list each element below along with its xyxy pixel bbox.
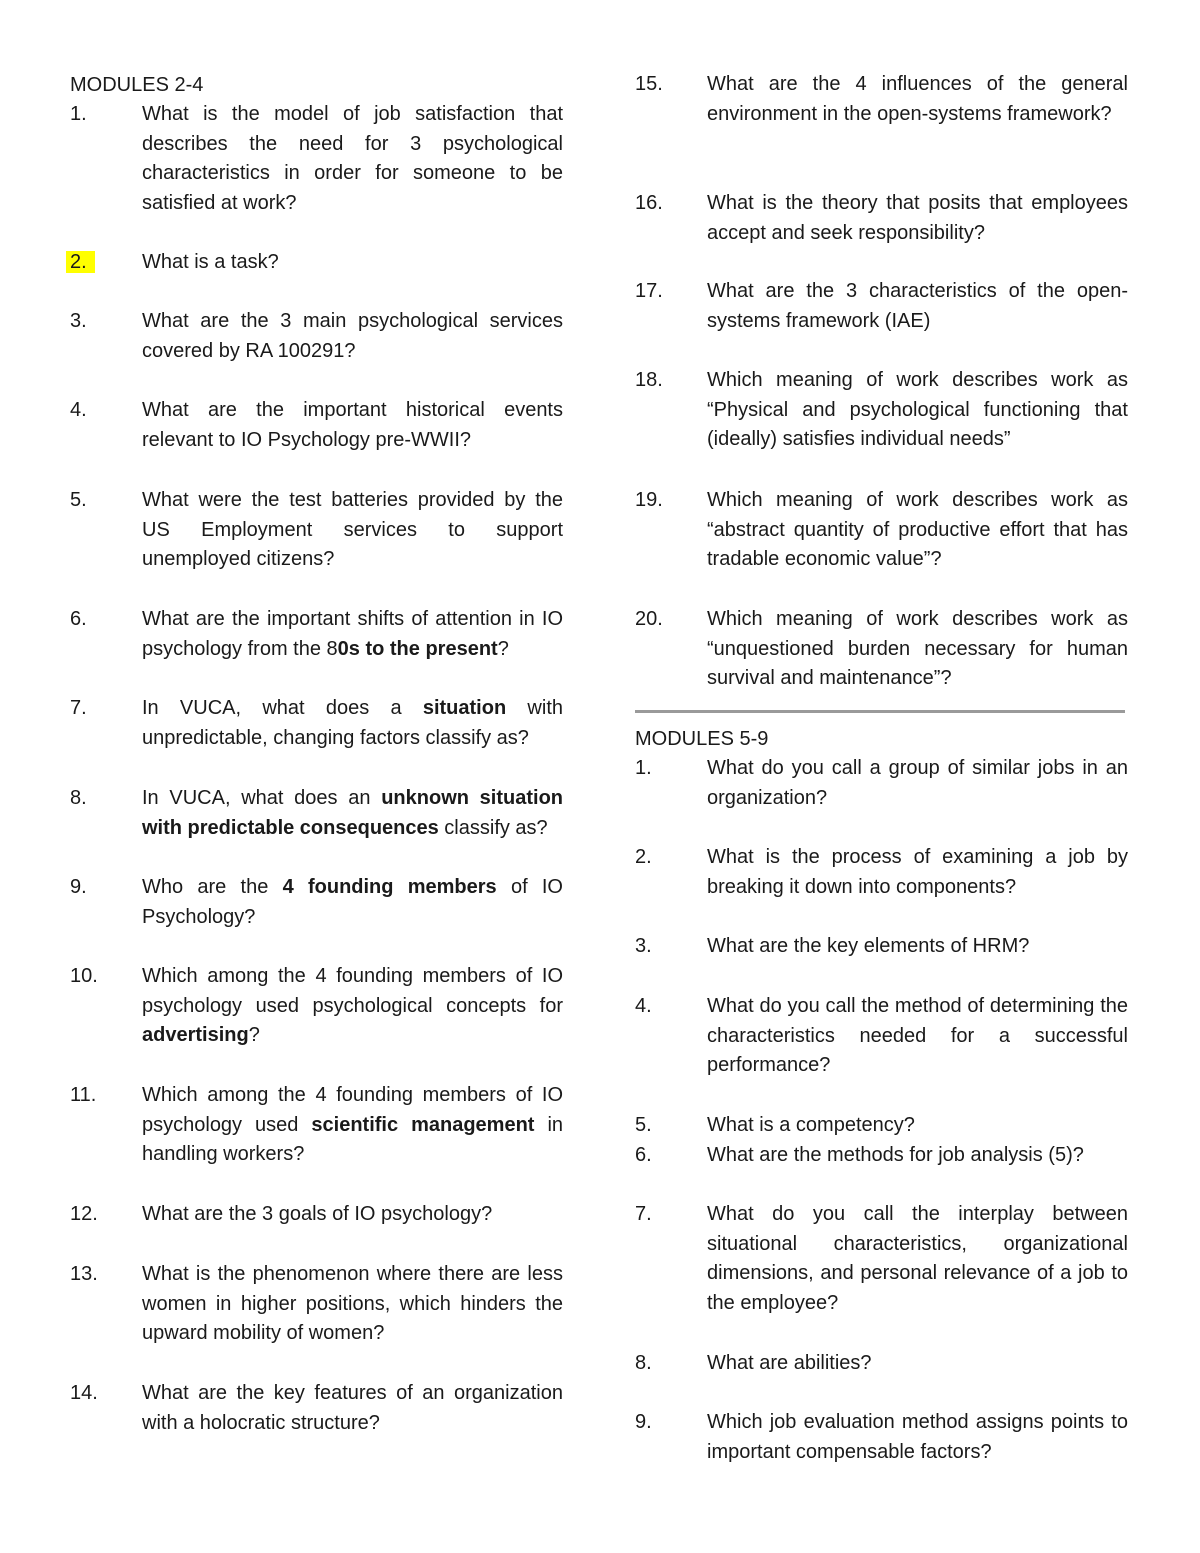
question-text: [707, 932, 1128, 962]
question-text-segment: What are abilities?: [707, 1352, 872, 1374]
question-text-segment: What are the important historical events relevant to IO Psychology pre-WWII?: [142, 399, 563, 451]
question-text-bold: 0s to the present: [337, 637, 498, 660]
question-number: [635, 277, 707, 307]
question-number-text: 8.: [635, 1352, 652, 1374]
question-number: [635, 992, 707, 1022]
question-number: [635, 1408, 707, 1438]
question-text: [707, 605, 1128, 694]
question-item: [70, 396, 563, 455]
question-text-segment: What are the key features of an organization with a holocratic structure?: [142, 1382, 563, 1434]
question-text: [142, 962, 563, 1051]
question-number-text: 7.: [635, 1203, 652, 1225]
question-number-text: 5.: [635, 1114, 652, 1136]
question-text: [142, 784, 563, 843]
question-text: [142, 694, 563, 753]
question-text-segment: What are the key elements of HRM?: [707, 935, 1030, 957]
question-text: [707, 189, 1128, 248]
question-text-segment: ?: [497, 637, 509, 660]
question-number: [70, 1379, 142, 1409]
question-number: [70, 605, 142, 635]
question-text-segment: of IO Psychology?: [142, 876, 563, 928]
question-text: [707, 277, 1128, 336]
question-item: [635, 843, 1128, 902]
question-number-text: 4.: [70, 399, 87, 421]
question-number-text: 5.: [70, 489, 87, 511]
question-number-text: 2.: [66, 251, 95, 273]
question-number-text: 19.: [635, 489, 663, 511]
question-item: [635, 992, 1128, 1081]
question-number: [635, 366, 707, 396]
question-item: [635, 1111, 1128, 1141]
question-text-segment: In VUCA, what does an: [142, 787, 382, 809]
question-item: [70, 1379, 563, 1438]
question-text-segment: classify as?: [438, 816, 548, 839]
question-text: [707, 1349, 1128, 1379]
question-number-text: 17.: [635, 280, 663, 302]
question-number: [70, 1200, 142, 1230]
question-number: [635, 1111, 707, 1141]
question-text-segment: Which among the 4 founding members of IO psychology used: [142, 1084, 563, 1136]
question-number: [70, 1260, 142, 1290]
question-text: [707, 366, 1128, 455]
question-number-text: 15.: [635, 73, 663, 95]
question-number: [70, 396, 142, 426]
question-number-text: 10.: [70, 965, 98, 987]
question-number-text: 8.: [70, 787, 87, 809]
question-item: [70, 100, 563, 219]
question-text-segment: ?: [248, 1024, 260, 1047]
question-item: [70, 248, 563, 278]
question-text-segment: What is the process of examining a job by breaking it down into components?: [707, 846, 1128, 898]
question-text: [707, 754, 1128, 813]
question-text-segment: What do you call the interplay between situational characteristics, organizational dimensions, and personal relevance of a job to the employee?: [707, 1203, 1128, 1315]
question-text-segment: What are the 4 influences of the general environment in the open-systems framework?: [707, 73, 1128, 125]
question-text: [707, 1200, 1128, 1319]
question-text-segment: Which among the 4 founding members of IO psychology used psychological concepts for: [142, 965, 563, 1017]
modules-2-4-heading: MODULES 2-4: [70, 74, 204, 96]
question-text: [142, 873, 563, 932]
question-number: [635, 1349, 707, 1379]
question-number-text: 6.: [70, 608, 87, 630]
question-text-segment: What are the 3 main psychological services covered by RA 100291?: [142, 310, 563, 362]
question-number-text: 1.: [70, 103, 87, 125]
question-number-text: 2.: [635, 846, 652, 868]
question-item: [70, 694, 563, 753]
question-text: [142, 100, 563, 219]
question-item: [635, 1349, 1128, 1379]
question-text-segment: In VUCA, what does a: [142, 697, 423, 719]
question-text-segment: What do you call the method of determining the characteristics needed for a successful performance?: [707, 995, 1128, 1077]
question-item: [70, 873, 563, 932]
question-number: [635, 486, 707, 516]
question-text: [142, 1081, 563, 1170]
question-text: [142, 1379, 563, 1438]
question-item: [70, 1260, 563, 1349]
question-number: [70, 694, 142, 724]
question-number-text: 9.: [635, 1411, 652, 1433]
question-text-bold: scientific management: [311, 1113, 535, 1136]
question-number: [70, 784, 142, 814]
section-divider: [635, 710, 1125, 713]
question-item: [635, 605, 1128, 694]
question-item: [70, 1081, 563, 1170]
question-text-segment: Who are the: [142, 876, 283, 898]
question-text: [142, 1260, 563, 1349]
question-text: [142, 486, 563, 575]
question-number: [70, 873, 142, 903]
question-item: [70, 605, 563, 664]
question-number-text: 14.: [70, 1382, 98, 1404]
question-number: [635, 754, 707, 784]
question-item: [635, 189, 1128, 248]
question-item: [70, 784, 563, 843]
question-text-segment: Which job evaluation method assigns points to important compensable factors?: [707, 1411, 1128, 1463]
question-item: [635, 1141, 1128, 1171]
question-item: [70, 962, 563, 1051]
question-number-text: 16.: [635, 192, 663, 214]
question-number-text: 13.: [70, 1263, 98, 1285]
question-text-segment: with unpredictable, changing factors classify as?: [142, 697, 563, 749]
question-text-segment: What is the model of job satisfaction that describes the need for 3 psychological characteristics in order for someone to be satisfied at work?: [142, 103, 563, 215]
question-number: [70, 1081, 142, 1111]
question-text-segment: Which meaning of work describes work as “Physical and psychological functioning that (ideally) satisfies individual needs”: [707, 369, 1128, 451]
question-text-segment: What do you call a group of similar jobs in an organization?: [707, 757, 1128, 809]
question-text-segment: Which meaning of work describes work as “unquestioned burden necessary for human survival and maintenance”?: [707, 608, 1128, 690]
question-text-bold: unknown situation with predictable consequences: [142, 787, 564, 839]
question-text: [707, 843, 1128, 902]
question-text: [707, 1141, 1128, 1171]
question-text: [707, 992, 1128, 1081]
question-text-segment: What is a task?: [142, 251, 279, 273]
question-item: [635, 1408, 1128, 1467]
question-text-segment: What is a competency?: [707, 1114, 915, 1136]
question-text-segment: What are the methods for job analysis (5)?: [707, 1144, 1084, 1166]
question-text-bold: 4 founding members: [282, 876, 497, 898]
question-number-text: 9.: [70, 876, 87, 898]
question-item: [70, 1200, 563, 1230]
question-number: [635, 605, 707, 635]
question-text: [707, 486, 1128, 575]
question-text: [142, 1200, 563, 1230]
question-number-text: 1.: [635, 757, 652, 779]
question-item: [635, 366, 1128, 455]
question-number-text: 4.: [635, 995, 652, 1017]
question-number: [635, 1200, 707, 1230]
question-number-highlighted: [70, 248, 142, 278]
question-item: [635, 70, 1128, 129]
question-text-segment: What were the test batteries provided by the US Employment services to support unemployed citizens?: [142, 489, 563, 571]
question-text: [142, 248, 563, 278]
question-text-segment: What is the theory that posits that employees accept and seek responsibility?: [707, 192, 1128, 244]
question-number: [635, 932, 707, 962]
question-text-segment: What are the 3 characteristics of the open-systems framework (IAE): [707, 280, 1128, 332]
question-text: [142, 396, 563, 455]
question-number-text: 18.: [635, 369, 663, 391]
question-text-segment: in handling workers?: [142, 1113, 564, 1166]
question-number-text: 6.: [635, 1144, 652, 1166]
question-number-text: 7.: [70, 697, 87, 719]
question-item: [635, 754, 1128, 813]
question-text-segment: What are the 3 goals of IO psychology?: [142, 1203, 493, 1225]
modules-5-9-heading: MODULES 5-9: [635, 728, 769, 750]
question-text-bold: advertising: [142, 1024, 249, 1047]
question-text: [142, 605, 563, 664]
question-text: [707, 1408, 1128, 1467]
question-number-text: 12.: [70, 1203, 98, 1225]
question-number: [635, 70, 707, 100]
question-number: [635, 843, 707, 873]
question-item: [635, 486, 1128, 575]
question-number-text: 3.: [70, 310, 87, 332]
question-number: [635, 189, 707, 219]
question-item: [635, 932, 1128, 962]
question-number: [70, 100, 142, 130]
question-number: [70, 962, 142, 992]
question-text: [707, 70, 1128, 129]
question-number-text: 20.: [635, 608, 663, 630]
question-text-bold: situation: [422, 697, 507, 719]
question-item: [635, 277, 1128, 336]
question-item: [70, 486, 563, 575]
question-number-text: 11.: [70, 1084, 97, 1106]
question-number-text: 3.: [635, 935, 652, 957]
question-number: [70, 486, 142, 516]
question-text-segment: What are the important shifts of attention in IO psychology from the 8: [142, 608, 563, 660]
question-text-segment: Which meaning of work describes work as “abstract quantity of productive effort that has tradable economic value”?: [707, 489, 1128, 571]
question-item: [635, 1200, 1128, 1319]
question-item: [70, 307, 563, 366]
question-text-segment: What is the phenomenon where there are less women in higher positions, which hinders the upward mobility of women?: [142, 1263, 563, 1345]
question-text: [142, 307, 563, 366]
question-text: [707, 1111, 1128, 1141]
question-number: [70, 307, 142, 337]
question-number: [635, 1141, 707, 1171]
